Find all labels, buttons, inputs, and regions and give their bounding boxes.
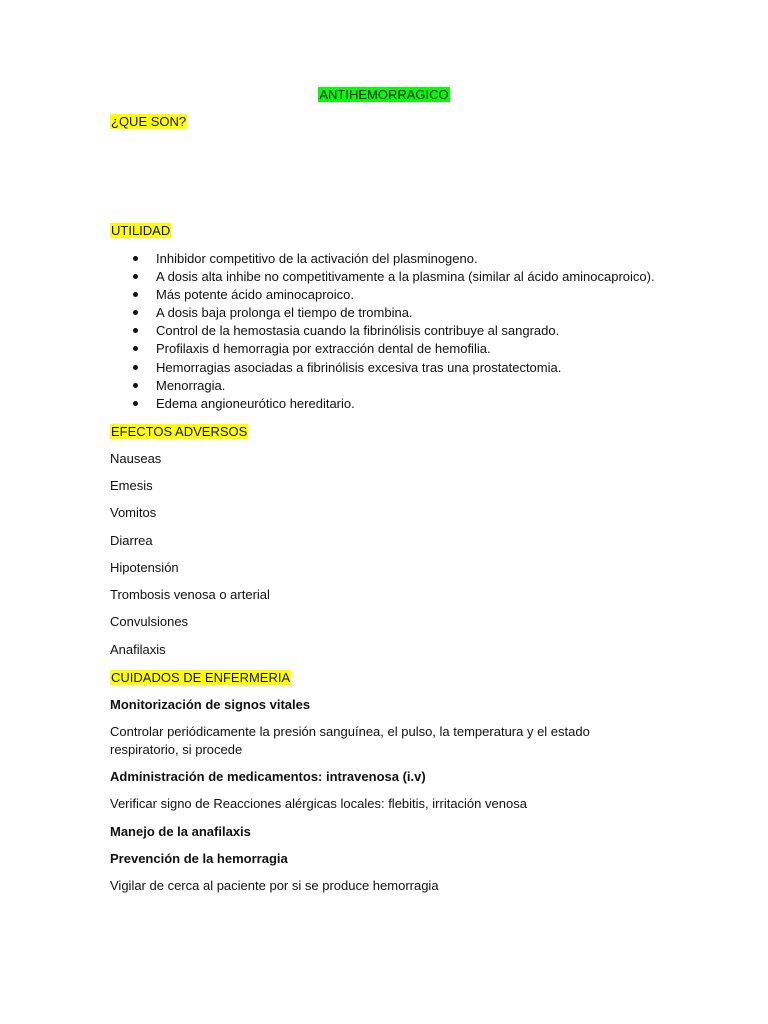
administracion-title: Administración de medicamentos: intravenosa (i.v) [110,769,426,784]
efecto-item: Nauseas [110,451,162,466]
list-item: Control de la hemostasia cuando la fibrinólisis contribuye al sangrado. [110,323,655,341]
efecto-item: Hipotensión [110,560,179,575]
document-title: ANTIHEMORRAGICO [319,87,449,102]
efecto-item: Diarrea [110,533,153,548]
prevencion-title: Prevención de la hemorragia [110,851,288,866]
efecto-item: Trombosis venosa o arterial [110,587,270,602]
utilidad-heading-line [110,223,171,239]
efecto-item: Convulsiones [110,614,189,629]
efectos-adversos-heading: EFECTOS ADVERSOS [111,424,248,439]
que-son-heading-line [110,114,187,130]
monitorizacion-title: Monitorización de signos vitales [110,697,311,712]
anafilaxis-title: Manejo de la anafilaxis [110,824,251,839]
efecto-item: Vomitos [110,505,157,520]
monitorizacion-text-2: respiratorio, si procede [110,742,243,757]
que-son-heading: ¿QUE SON? [111,114,187,129]
cuidados-heading: CUIDADOS DE ENFERMERIA [111,670,291,685]
document-title-line [0,87,768,103]
efecto-item: Anafilaxis [110,642,166,657]
list-item: Profilaxis d hemorragia por extracción dental de hemofilia. [110,341,655,359]
efectos-heading-line [110,424,248,440]
utilidad-heading: UTILIDAD [111,223,171,238]
list-item: A dosis baja prolonga el tiempo de trombina. [110,305,655,323]
cuidados-heading-line [110,670,291,686]
administracion-text: Verificar signo de Reacciones alérgicas locales: flebitis, irritación venosa [110,796,527,811]
list-item: Hemorragias asociadas a fibrinólisis excesiva tras una prostatectomia. [110,360,655,378]
prevencion-text: Vigilar de cerca al paciente por si se produce hemorragia [110,878,439,893]
list-item: Inhibidor competitivo de la activación del plasminogeno. [110,251,655,269]
monitorizacion-text-1: Controlar periódicamente la presión sanguínea, el pulso, la temperatura y el estado [110,724,590,739]
efecto-item: Emesis [110,478,153,493]
utilidad-list [110,251,655,414]
list-item: Edema angioneurótico hereditario. [110,396,655,414]
list-item: Menorragia. [110,378,655,396]
list-item: A dosis alta inhibe no competitivamente a la plasmina (similar al ácido aminocaproico). [110,269,655,287]
list-item: Más potente ácido aminocaproico. [110,287,655,305]
